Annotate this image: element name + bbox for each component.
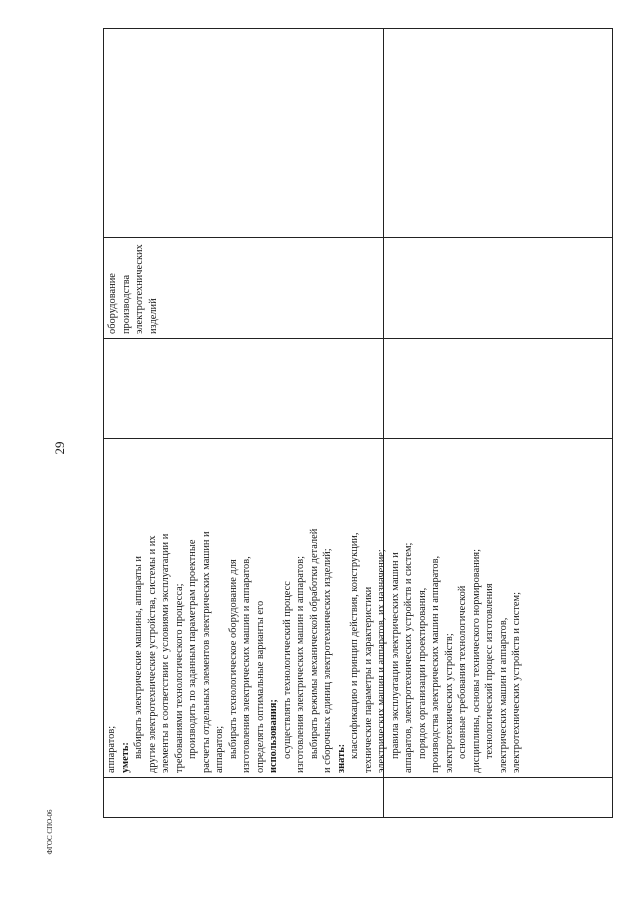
text-line: требованиями технологического процесса;: [173, 583, 185, 773]
text-line: аппаратов, электротехнических устройств и систем;: [403, 542, 414, 773]
text-line: аппаратов;: [106, 725, 117, 773]
table-row-main: [104, 29, 522, 817]
curriculum-table: [103, 28, 613, 818]
text-line: выбирать технологическое оборудование для: [227, 559, 239, 759]
text-line: расчеты отдельных элементов электрических машин и: [200, 531, 212, 773]
text-line: электрических машин и аппаратов, их назначение;: [376, 549, 387, 773]
text-line: изготовления электрических машин и аппаратов,: [241, 556, 252, 773]
text-line: выбирать режимы механической обработки деталей: [308, 528, 320, 759]
text-line: изготовления электрических машин и аппаратов;: [295, 555, 306, 773]
cell-empty-hours: [104, 338, 383, 438]
text-line: элементы в соответствии с условиями эксплуатации и: [160, 533, 171, 773]
table-row-continuation: [384, 29, 612, 817]
cell-competencies-text: [104, 438, 522, 777]
text-line: знать:: [335, 743, 347, 773]
text-line: технические параметры и характеристики: [362, 586, 374, 773]
text-line: основные требования технологической: [457, 585, 468, 759]
text-line: электротехнических устройств и систем;: [511, 592, 522, 773]
text-line: другие электротехнические устройства, системы и их: [146, 535, 158, 773]
text-line: выбирать электрические машины, аппараты и: [133, 556, 144, 759]
equipment-line: изделий: [147, 298, 159, 334]
cell-index: [104, 777, 383, 817]
cell-equipment: [104, 237, 383, 338]
cell-empty: [384, 438, 612, 777]
equipment-line: электротехнических: [134, 244, 145, 334]
table-rotated-frame: [103, 28, 613, 818]
text-line: осуществлять технологический процесс: [281, 581, 293, 759]
cell-empty-right: [104, 29, 383, 237]
text-line: уметь:: [119, 742, 131, 773]
text-line: производить по заданным параметрам проектные: [187, 539, 198, 759]
text-line: классификацию и принцип действия, конструкции,: [349, 532, 360, 759]
equipment-line: оборудование: [107, 273, 118, 334]
text-line: порядок организации проектирования,: [416, 587, 428, 759]
text-line: использования;: [268, 699, 279, 773]
text-line: производства электрических машин и аппаратов,: [430, 555, 441, 773]
footer-code: ФГОС СПО-06: [46, 809, 54, 855]
equipment-line: производства: [120, 274, 132, 334]
text-line: электрических машин и аппаратов,: [497, 617, 509, 773]
text-line: определять оптимальные варианты его: [254, 600, 266, 773]
text-line: технологический процесс изготовления: [484, 583, 495, 759]
text-line: электротехнических устройств;: [443, 633, 455, 773]
text-line: дисциплины, основы технического нормирования;: [470, 549, 482, 773]
page-number: 29: [52, 441, 67, 455]
cell-empty: [384, 29, 612, 237]
text-line: и сборочных единиц электротехнических изделий;: [322, 548, 333, 773]
cell-empty: [384, 777, 612, 817]
text-line: аппаратов;: [214, 725, 225, 773]
text-line: правила эксплуатации электрических машин и: [389, 552, 401, 759]
cell-empty: [384, 237, 612, 338]
cell-empty: [384, 338, 612, 438]
